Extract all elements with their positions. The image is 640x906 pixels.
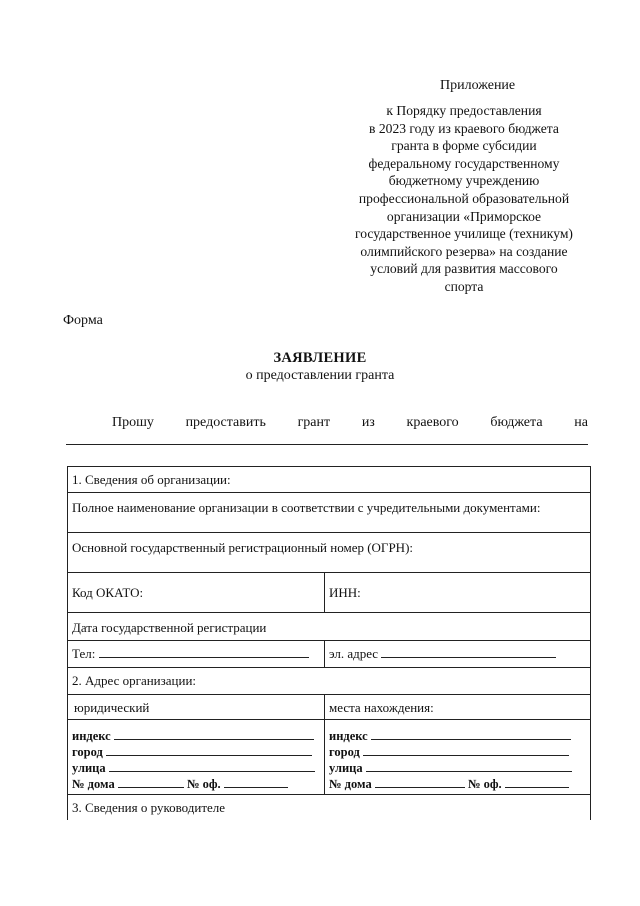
location-street-field[interactable] [366, 760, 572, 772]
section-head-row [68, 794, 590, 820]
request-fill-line[interactable] [66, 444, 588, 445]
location-house-field[interactable] [375, 776, 465, 788]
request-sentence [112, 415, 588, 431]
appendix-title: Приложение [440, 78, 516, 93]
appendix-text-block [318, 102, 610, 296]
email-cell[interactable] [325, 641, 590, 667]
legal-index-label: индекс [72, 729, 111, 743]
location-city-field[interactable] [363, 744, 569, 756]
section-org-info-heading: 1. Сведения об организации: [72, 472, 231, 487]
legal-address-label: юридический [74, 700, 150, 715]
request-word: краевого [406, 415, 459, 430]
form-label: Форма [63, 313, 103, 328]
location-office-label: № оф. [467, 777, 502, 791]
document-title: ЗАЯВЛЕНИЕ [273, 350, 367, 366]
request-word: на [574, 415, 588, 430]
inn-cell[interactable] [325, 573, 590, 612]
legal-street-label: улица [72, 761, 106, 775]
section-org-info-row [68, 466, 590, 492]
phone-cell[interactable] [68, 641, 325, 667]
full-name-label: Полное наименование организации в соответствии с учредительными документами: [72, 500, 541, 515]
location-index-field[interactable] [371, 728, 571, 740]
request-word: предоставить [185, 415, 266, 430]
phone-label: Тел: [72, 646, 96, 661]
legal-office-field[interactable] [224, 776, 288, 788]
appendix-line: профессиональной образовательной [358, 190, 570, 206]
okato-inn-row [68, 572, 590, 612]
phone-field[interactable] [99, 646, 309, 658]
location-address-fields [325, 720, 590, 794]
full-name-row[interactable] [68, 492, 590, 532]
legal-office-label: № оф. [186, 777, 221, 791]
address-type-row [68, 694, 590, 719]
section-head-heading: 3. Сведения о руководителе [72, 800, 226, 815]
document-subtitle: о предоставлении гранта [245, 368, 395, 383]
okato-cell[interactable] [68, 573, 325, 612]
contacts-row [68, 640, 590, 667]
appendix-line: федеральному государственному [368, 155, 560, 171]
inn-label: ИНН: [329, 585, 361, 600]
legal-street-field[interactable] [109, 760, 315, 772]
appendix-line: организации «Приморское [386, 208, 542, 224]
request-word: бюджета [490, 415, 543, 430]
legal-house-label: № дома [72, 777, 115, 791]
ogrn-label: Основной государственный регистрационный номер (ОГРН): [72, 540, 414, 555]
section-address-heading: 2. Адрес организации: [72, 673, 197, 688]
appendix-line: олимпийского резерва» на создание [360, 243, 568, 259]
location-index-label: индекс [329, 729, 368, 743]
legal-address-fields [68, 720, 325, 794]
request-word: грант [297, 415, 331, 430]
location-house-label: № дома [329, 777, 372, 791]
legal-index-field[interactable] [114, 728, 314, 740]
email-field[interactable] [381, 646, 556, 658]
appendix-line: спорта [444, 278, 484, 294]
location-office-field[interactable] [505, 776, 569, 788]
request-word: из [361, 415, 375, 430]
location-city-label: город [329, 745, 360, 759]
address-fields-row [68, 719, 590, 794]
appendix-line: государственное училище (техникум) [355, 226, 573, 242]
request-word: Прошу [112, 415, 154, 430]
appendix-line: бюджетному учреждению [388, 173, 540, 189]
location-address-label: места нахождения: [329, 700, 434, 715]
legal-city-field[interactable] [106, 744, 312, 756]
location-street-label: улица [329, 761, 363, 775]
reg-date-row[interactable] [68, 612, 590, 640]
appendix-line: к Порядку предоставления [386, 103, 542, 118]
okato-label: Код ОКАТО: [72, 585, 144, 600]
legal-house-field[interactable] [118, 776, 184, 788]
ogrn-row[interactable] [68, 532, 590, 572]
appendix-line: условий для развития массового [370, 261, 558, 277]
appendix-line: в 2023 году из краевого бюджета [369, 120, 559, 136]
reg-date-label: Дата государственной регистрации [72, 620, 267, 635]
application-form-table [67, 466, 591, 820]
appendix-line: гранта в форме субсидии [391, 138, 537, 154]
section-address-row [68, 667, 590, 694]
email-label: эл. адрес [329, 646, 379, 661]
legal-city-label: город [72, 745, 103, 759]
